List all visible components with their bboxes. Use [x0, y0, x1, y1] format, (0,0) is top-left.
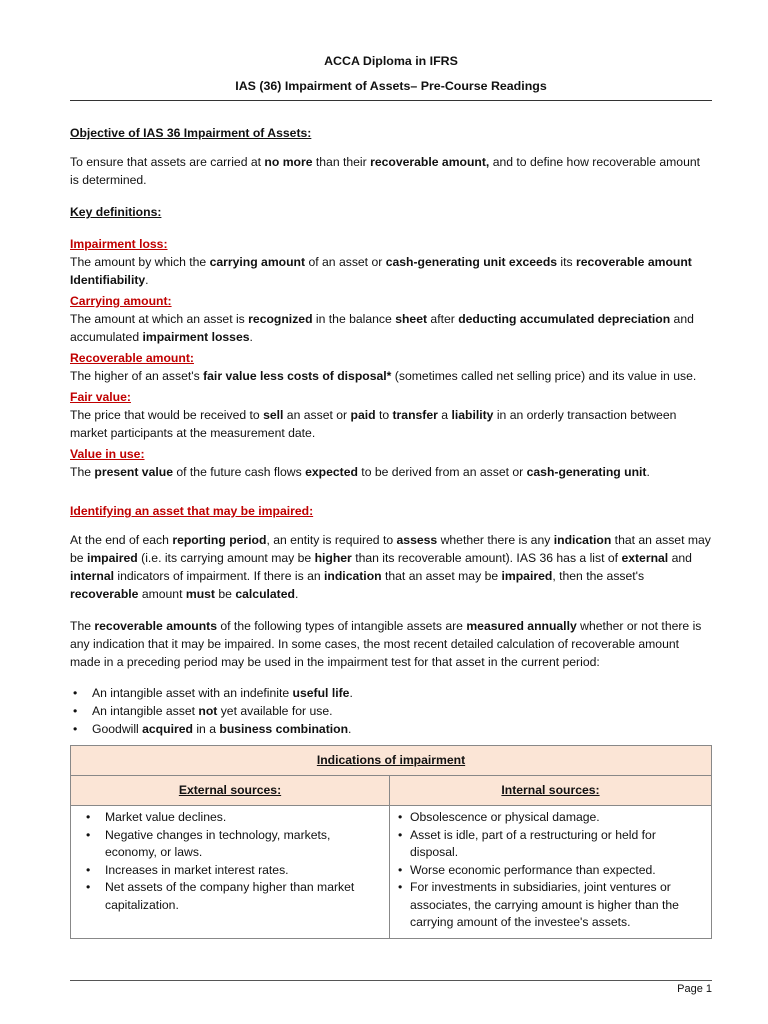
definition-impairment-loss: Impairment loss: The amount by which the carrying amount of an asset or cash-generating unit exceeds its recoverable amount Identifiability.	[70, 237, 692, 287]
list-item: • Net assets of the company higher than market capitalization.	[77, 879, 383, 914]
definition-value-in-use: Value in use: The present value of the future cash flows expected to be derived from an asset or cash-generating unit.	[70, 447, 650, 479]
header-rule	[70, 100, 712, 101]
external-sources-cell	[71, 806, 390, 939]
indications-table	[70, 745, 712, 939]
page-number: Page 1	[677, 983, 712, 995]
list-item: • Market value declines.	[77, 809, 383, 827]
objective-heading: Objective of IAS 36 Impairment of Assets:	[70, 126, 312, 140]
identifying-paragraph-2: The recoverable amounts of the following types of intangible assets are measured annually whether or not there is any indication that it may be impaired. In some cases, the most recent detailed calculation of recoverable amount made in a preceding period may be used in the impairment test for that asset in the current period:	[70, 619, 702, 669]
definition-recoverable-amount: Recoverable amount: The higher of an asset's fair value less costs of disposal* (sometimes called net selling price) and its value in use.	[70, 351, 697, 383]
list-item: • Obsolescence or physical damage.	[396, 809, 705, 827]
key-definitions-heading: Key definitions:	[70, 205, 162, 219]
document-page	[70, 0, 712, 1024]
document-title: ACCA Diploma in IFRS	[324, 54, 458, 68]
term-carrying-amount: Carrying amount:	[70, 294, 172, 308]
list-item: • Increases in market interest rates.	[77, 862, 383, 880]
identifying-heading: Identifying an asset that may be impaired:	[70, 504, 314, 518]
term-fair-value: Fair value:	[70, 390, 131, 404]
footer-rule	[70, 980, 712, 981]
term-impairment-loss: Impairment loss:	[70, 237, 168, 251]
term-recoverable-amount: Recoverable amount:	[70, 351, 194, 365]
internal-sources-header: Internal sources:	[390, 776, 712, 806]
list-item: • An intangible asset with an indefinite useful life.	[70, 684, 712, 702]
document-subtitle: IAS (36) Impairment of Assets– Pre-Course Readings	[235, 79, 547, 93]
objective-text: To ensure that assets are carried at no more than their recoverable amount, and to define how recoverable amount is determined.	[70, 155, 701, 187]
list-item: • Negative changes in technology, markets, economy, or laws.	[77, 827, 383, 862]
term-value-in-use: Value in use:	[70, 447, 145, 461]
identifying-paragraph-1: At the end of each reporting period, an entity is required to assess whether there is any indication that an asset may be impaired (i.e. its carrying amount may be higher than its recoverable amount). IAS 36 has a list of external and internal indicators of impairment. If there is an indication that an asset may be impaired, then the asset's recoverable amount must be calculated.	[70, 533, 711, 601]
list-item: • For investments in subsidiaries, joint ventures or associates, the carrying amount is higher than the carrying amount of the investee's assets.	[396, 879, 705, 932]
external-sources-header: External sources:	[71, 776, 390, 806]
definition-fair-value: Fair value: The price that would be received to sell an asset or paid to transfer a liability in an orderly transaction between market participants at the measurement date.	[70, 390, 677, 440]
intangible-asset-list	[70, 684, 712, 738]
internal-sources-cell	[390, 806, 712, 939]
definition-carrying-amount: Carrying amount: The amount at which an asset is recognized in the balance sheet after deducting accumulated depreciation and accumulated impairment losses.	[70, 294, 694, 344]
table-title: Indications of impairment	[71, 746, 712, 776]
list-item: • An intangible asset not yet available for use.	[70, 702, 712, 720]
list-item: • Goodwill acquired in a business combination.	[70, 720, 712, 738]
list-item: • Asset is idle, part of a restructuring or held for disposal.	[396, 827, 705, 862]
list-item: • Worse economic performance than expected.	[396, 862, 705, 880]
